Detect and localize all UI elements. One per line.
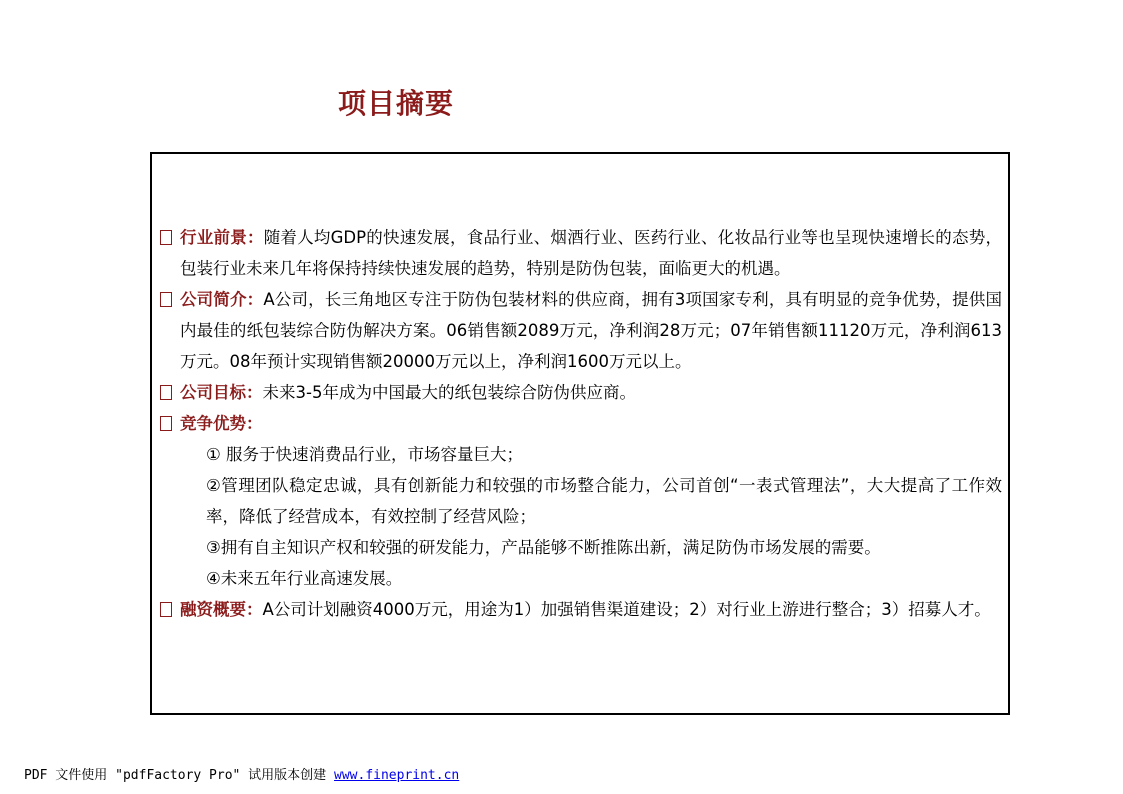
company-goal-text: 未来3-5年成为中国最大的纸包装综合防伪供应商。 (262, 383, 636, 402)
section-financing-summary (160, 594, 1002, 625)
company-goal-label: 公司目标： (180, 383, 263, 402)
advantage-item: ① 服务于快速消费品行业，市场容量巨大； (206, 445, 524, 464)
footer-link[interactable]: www.fineprint.cn (334, 768, 460, 783)
section-text (180, 284, 1002, 377)
section-competitive-advantages (160, 408, 1002, 439)
summary-box (150, 152, 1010, 715)
square-bullet-icon (160, 292, 172, 307)
section-company-goal (160, 377, 1002, 408)
industry-outlook-text: 随着人均GDP的快速发展，食品行业、烟酒行业、医药行业、化妆品行业等也呈现快速增长的态势，包装行业未来几年将保持持续快速发展的趋势，特别是防伪包装，面临更大的机遇。 (180, 228, 1003, 278)
financing-summary-label: 融资概要： (180, 600, 263, 619)
section-company-profile (160, 284, 1002, 377)
industry-outlook-label: 行业前景： (180, 228, 264, 247)
advantage-item: ②管理团队稳定忠诚，具有创新能力和较强的市场整合能力，公司首创“一表式管理法”，大大提高了工作效率，降低了经营成本，有效控制了经营风险； (206, 476, 1002, 526)
summary-content (160, 222, 1002, 625)
advantage-item: ④未来五年行业高速发展。 (206, 569, 403, 588)
section-text (180, 594, 1002, 625)
section-text (180, 222, 1002, 284)
section-text (180, 408, 1002, 439)
financing-summary-text: A公司计划融资4000万元，用途为1）加强销售渠道建设；2）对行业上游进行整合；3）招募人才。 (262, 600, 991, 619)
square-bullet-icon (160, 602, 172, 617)
section-industry-outlook (160, 222, 1002, 284)
advantage-item: ③拥有自主知识产权和较强的研发能力，产品能够不断推陈出新，满足防伪市场发展的需要。 (206, 538, 881, 557)
page-title: 项目摘要 (338, 87, 455, 120)
square-bullet-icon (160, 385, 172, 400)
pdf-footer (24, 764, 459, 783)
company-profile-text: A公司，长三角地区专注于防伪包装材料的供应商，拥有3项国家专利，具有明显的竞争优势，提供国内最佳的纸包装综合防伪解决方案。06销售额2089万元，净利润28万元；07年销售额11120万元，净利润613万元。08年预计实现销售额20000万元以上，净利润1600万元以上。 (180, 290, 1002, 371)
footer-text: PDF 文件使用 "pdfFactory Pro" 试用版本创建 (24, 768, 335, 783)
section-text (180, 377, 1002, 408)
square-bullet-icon (160, 416, 172, 431)
square-bullet-icon (160, 230, 172, 245)
company-profile-label: 公司简介： (180, 290, 264, 309)
competitive-advantages-label: 竞争优势： (180, 414, 263, 433)
